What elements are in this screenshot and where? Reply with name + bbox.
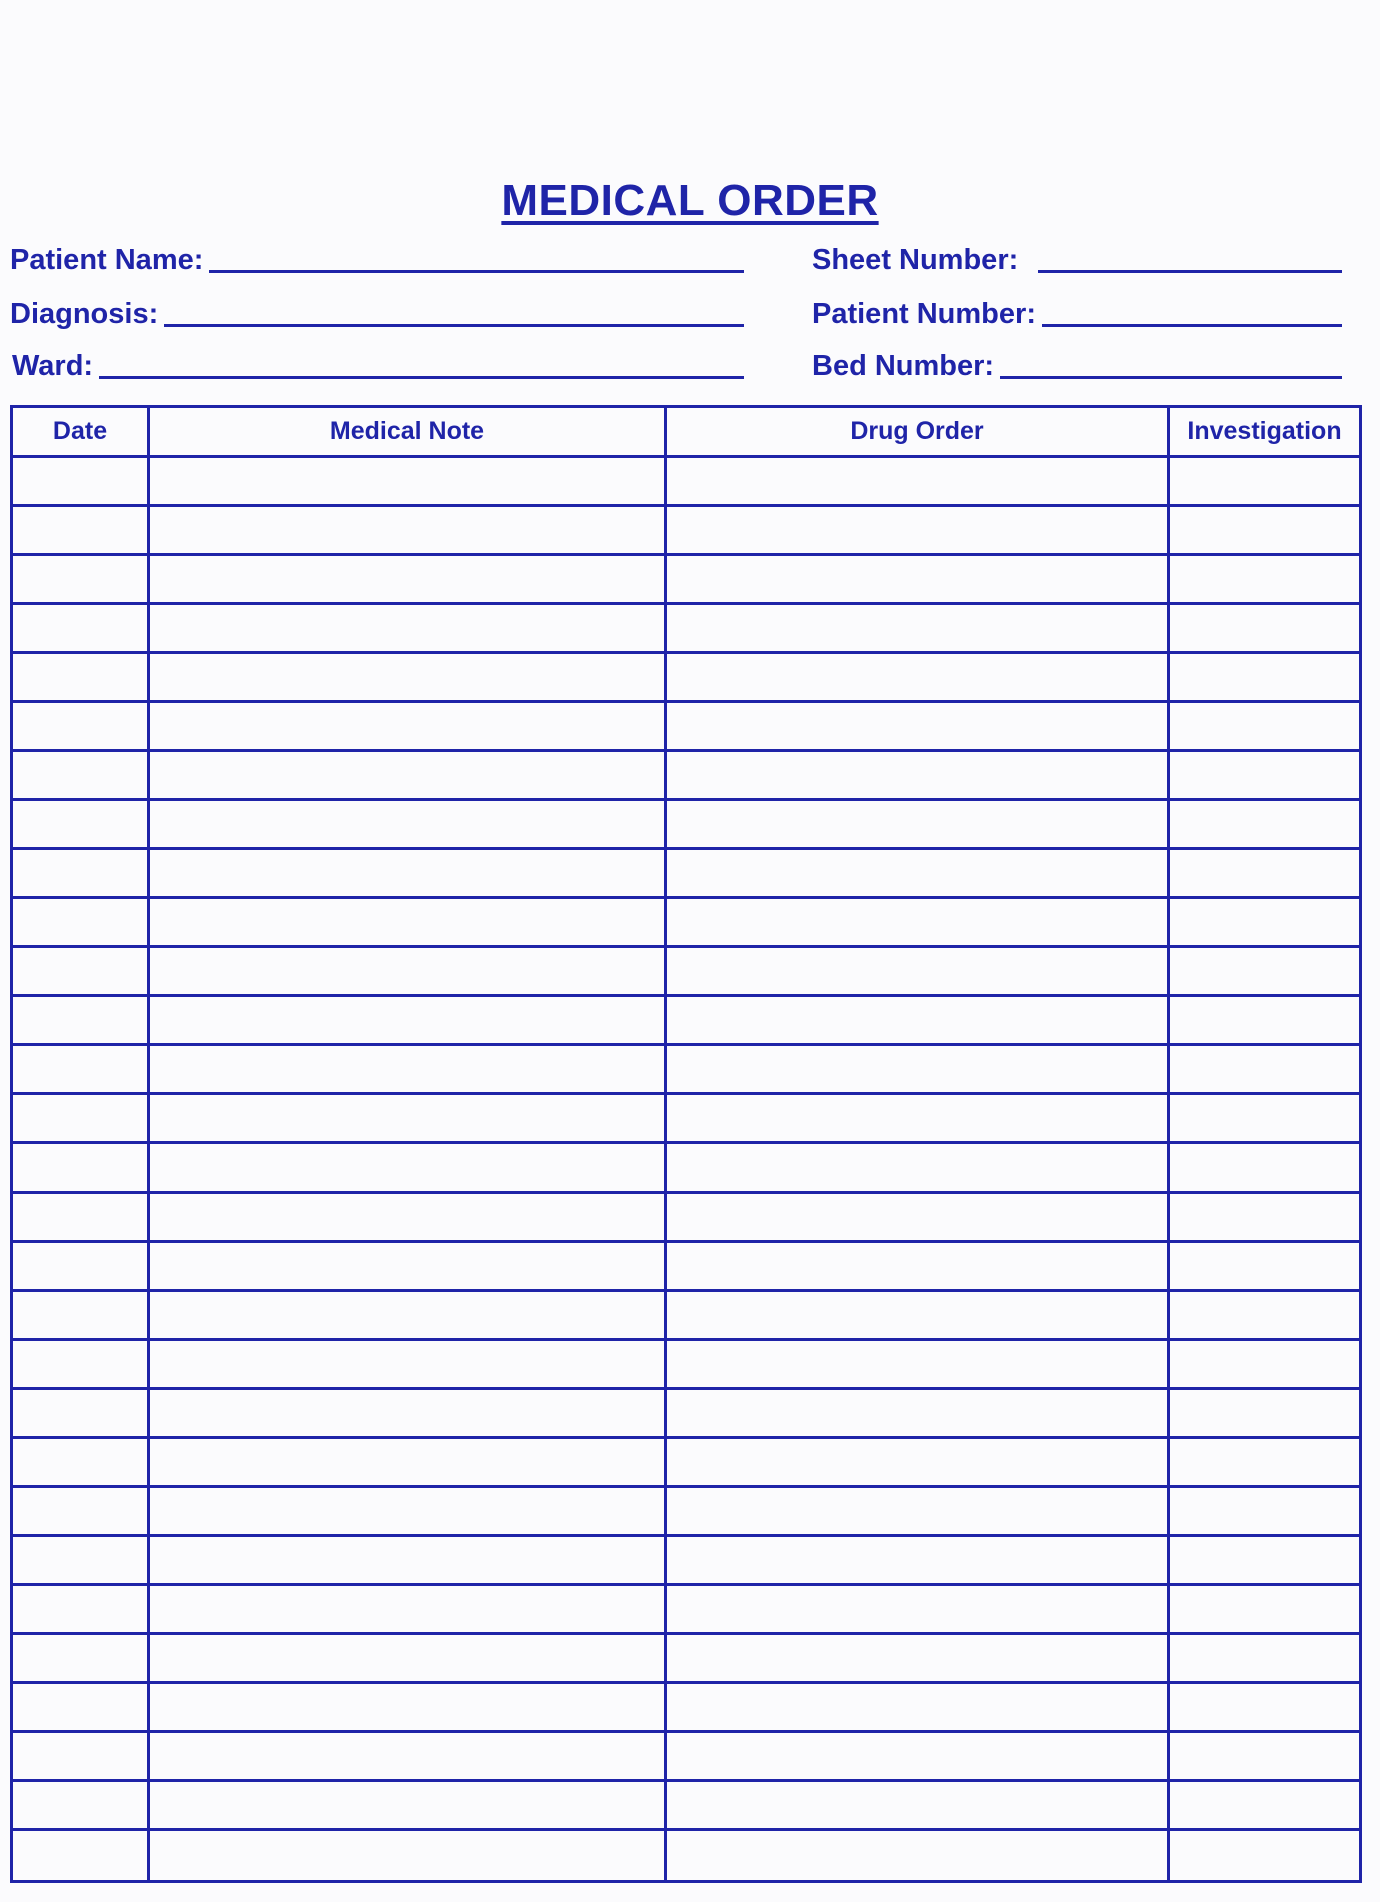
table-row[interactable] xyxy=(13,1586,1359,1635)
table-row[interactable] xyxy=(13,1341,1359,1390)
patient-number-field[interactable] xyxy=(812,300,1342,329)
table-row[interactable] xyxy=(13,1733,1359,1782)
table-row[interactable] xyxy=(13,1782,1359,1831)
table-row[interactable] xyxy=(13,801,1359,850)
bed-number-label: Bed Number: xyxy=(812,350,995,382)
column-header-drug-order: Drug Order xyxy=(850,417,984,445)
table-row[interactable] xyxy=(13,1046,1359,1095)
sheet-number-field[interactable] xyxy=(812,246,1342,275)
table-row[interactable] xyxy=(13,1635,1359,1684)
table-row[interactable] xyxy=(13,997,1359,1046)
table-row[interactable] xyxy=(13,1095,1359,1144)
table-row[interactable] xyxy=(13,1292,1359,1341)
column-divider-drug-order xyxy=(1167,408,1170,1880)
patient-name-field[interactable] xyxy=(10,246,744,275)
ward-label: Ward: xyxy=(12,350,94,382)
diagnosis-line[interactable] xyxy=(164,324,744,327)
diagnosis-field[interactable] xyxy=(10,300,744,329)
ward-line[interactable] xyxy=(99,376,744,379)
ward-field[interactable] xyxy=(12,352,744,381)
table-row[interactable] xyxy=(13,458,1359,507)
table-row[interactable] xyxy=(13,1144,1359,1193)
table-row[interactable] xyxy=(13,1439,1359,1488)
column-header-investigation: Investigation xyxy=(1187,417,1342,445)
orders-table xyxy=(10,405,1362,1883)
patient-number-label: Patient Number: xyxy=(812,298,1036,330)
table-row[interactable] xyxy=(13,1831,1359,1880)
table-row[interactable] xyxy=(13,654,1359,703)
table-row[interactable] xyxy=(13,1390,1359,1439)
table-row[interactable] xyxy=(13,1684,1359,1733)
table-row[interactable] xyxy=(13,1194,1359,1243)
bed-number-line[interactable] xyxy=(1000,376,1342,379)
page-title: MEDICAL ORDER xyxy=(501,176,879,225)
diagnosis-label: Diagnosis: xyxy=(10,298,159,330)
column-header-date: Date xyxy=(52,417,108,445)
table-row[interactable] xyxy=(13,752,1359,801)
column-divider-medical-note xyxy=(664,408,667,1880)
patient-number-line[interactable] xyxy=(1042,324,1342,327)
sheet-number-label: Sheet Number: xyxy=(812,244,1019,276)
table-row[interactable] xyxy=(13,507,1359,556)
table-row[interactable] xyxy=(13,1537,1359,1586)
patient-name-label: Patient Name: xyxy=(10,244,204,276)
table-row[interactable] xyxy=(13,1488,1359,1537)
table-row[interactable] xyxy=(13,703,1359,752)
column-divider-date xyxy=(147,408,150,1880)
column-header-medical-note: Medical Note xyxy=(329,417,485,445)
table-row[interactable] xyxy=(13,556,1359,605)
table-row[interactable] xyxy=(13,899,1359,948)
table-row[interactable] xyxy=(13,850,1359,899)
patient-name-line[interactable] xyxy=(209,270,744,273)
bed-number-field[interactable] xyxy=(812,352,1342,381)
table-row[interactable] xyxy=(13,605,1359,654)
table-header xyxy=(13,408,1359,458)
sheet-number-line[interactable] xyxy=(1038,270,1342,273)
table-row[interactable] xyxy=(13,948,1359,997)
table-row[interactable] xyxy=(13,1243,1359,1292)
